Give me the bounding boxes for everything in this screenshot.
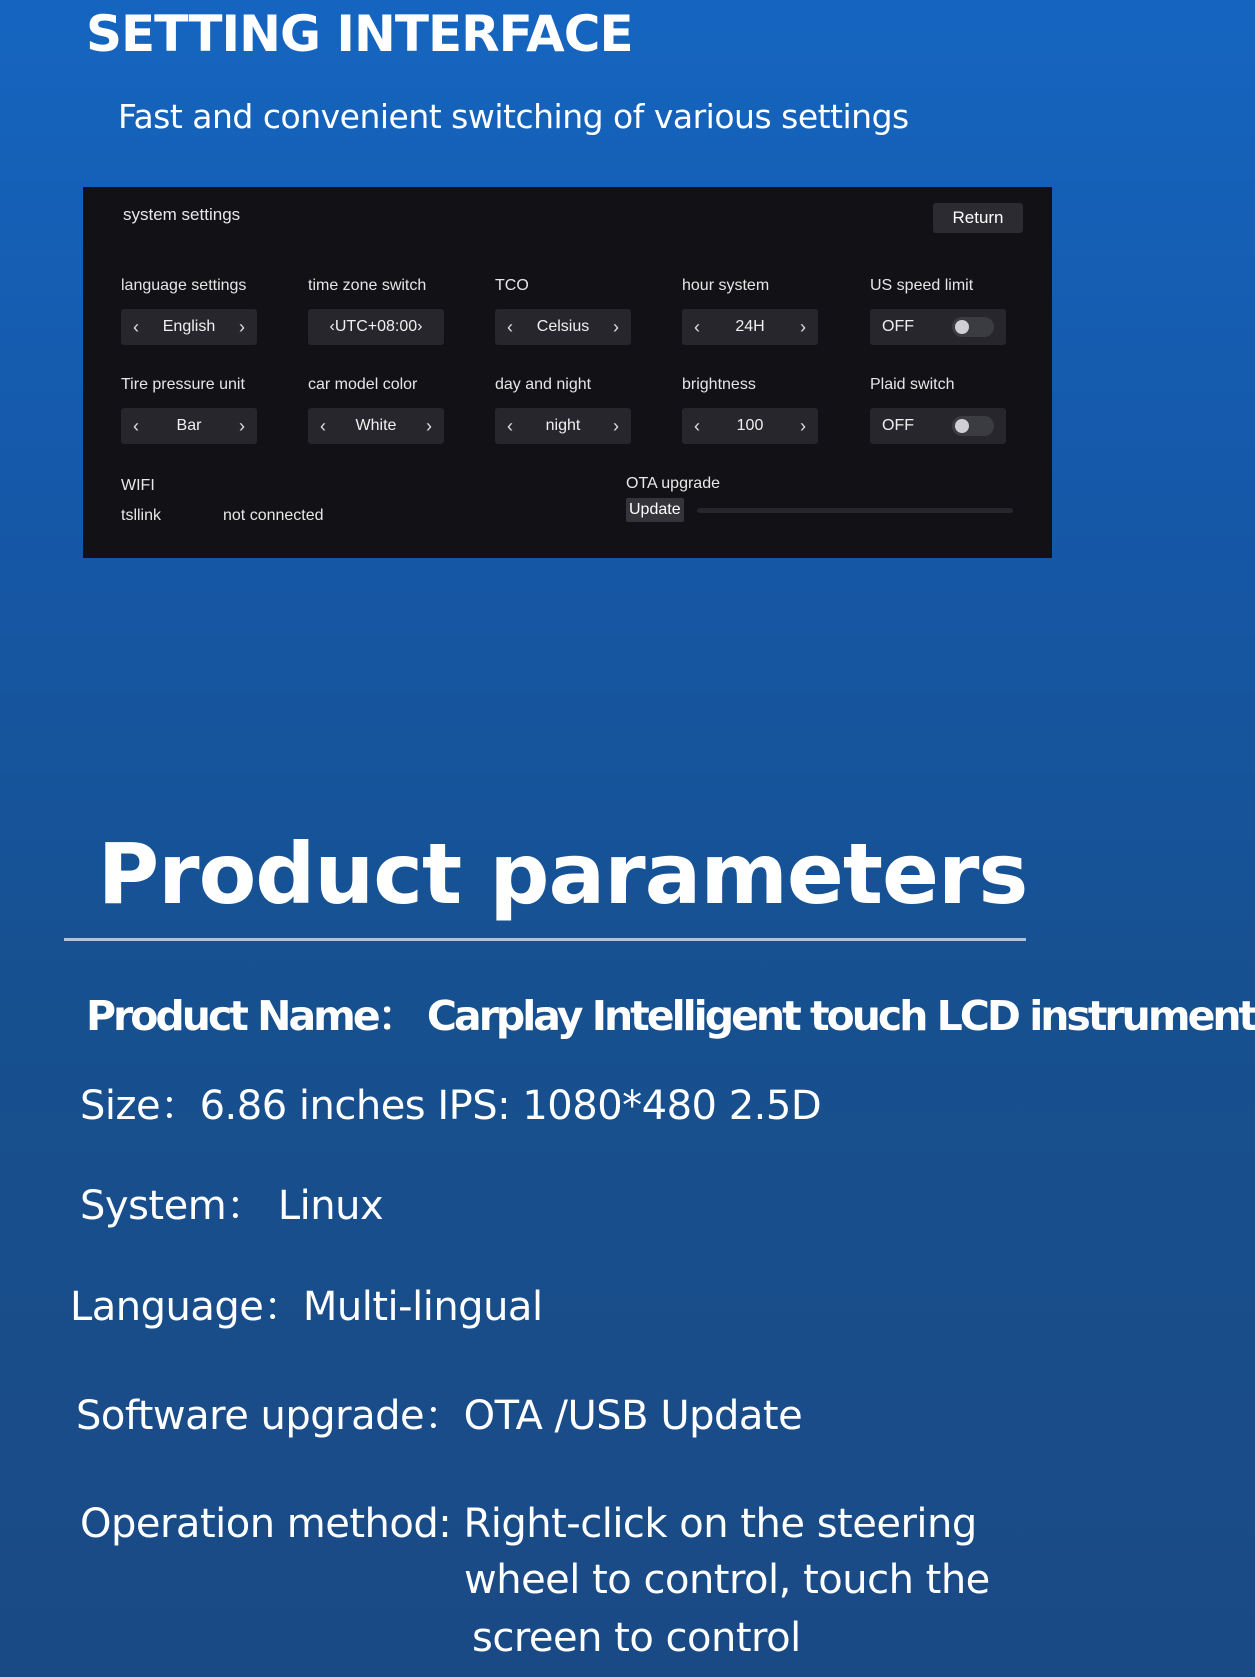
chevron-left-icon[interactable]: ‹: [507, 316, 513, 337]
setting-label: day and night: [495, 376, 592, 393]
tco-setting: [495, 277, 631, 345]
car-color-setting: [308, 376, 444, 444]
section-subtitle: Fast and convenient switching of various settings: [118, 97, 909, 136]
param-operation-cont: wheel to control, touch the: [464, 1557, 990, 1603]
settings-screen: [83, 187, 1052, 558]
param-size: Size：6.86 inches IPS: 1080*480 2.5D: [80, 1083, 822, 1129]
chevron-right-icon[interactable]: ›: [239, 415, 245, 436]
tire-pressure-setting: [121, 376, 257, 444]
tco-selector[interactable]: [495, 309, 631, 345]
chevron-left-icon[interactable]: ‹: [694, 415, 700, 436]
selector-value: night: [545, 417, 581, 434]
plaid-toggle[interactable]: [870, 408, 1006, 444]
chevron-left-icon[interactable]: ‹: [694, 316, 700, 337]
screen-title: system settings: [123, 205, 241, 224]
params-title: Product parameters: [97, 825, 1028, 923]
param-operation-cont: screen to control: [472, 1615, 801, 1661]
toggle-knob: [955, 419, 969, 433]
hour-system-selector[interactable]: [682, 309, 818, 345]
param-operation-method: Operation method: Right-click on the steering: [80, 1501, 977, 1547]
setting-label: language settings: [121, 277, 247, 294]
setting-label: car model color: [308, 376, 418, 393]
chevron-left-icon[interactable]: ‹: [133, 415, 139, 436]
selector-value: Celsius: [536, 318, 590, 335]
return-button[interactable]: Return: [933, 203, 1023, 233]
plaid-switch-setting: [870, 376, 1006, 444]
chevron-right-icon[interactable]: ›: [799, 415, 806, 436]
tire-pressure-selector[interactable]: [121, 408, 257, 444]
chevron-left-icon[interactable]: ‹: [320, 415, 326, 436]
divider: [64, 938, 1026, 941]
ota-label: OTA upgrade: [626, 475, 720, 492]
chevron-right-icon[interactable]: ›: [799, 316, 806, 337]
time-zone-setting: [308, 277, 444, 345]
setting-label: Tire pressure unit: [121, 376, 245, 393]
section-title: SETTING INTERFACE: [86, 5, 633, 63]
language-setting: [121, 277, 257, 345]
wifi-status: not connected: [223, 507, 324, 524]
day-night-selector[interactable]: [495, 408, 631, 444]
chevron-right-icon[interactable]: ›: [613, 316, 619, 337]
wifi-network-name[interactable]: tsllink: [121, 507, 162, 524]
chevron-right-icon[interactable]: ›: [238, 316, 245, 337]
update-button[interactable]: Update: [626, 498, 684, 522]
param-software-upgrade: Software upgrade：OTA /USB Update: [76, 1393, 803, 1439]
setting-label: time zone switch: [308, 277, 427, 294]
car-color-selector[interactable]: [308, 408, 444, 444]
toggle-state: OFF: [882, 318, 914, 335]
selector-value: 100: [736, 417, 764, 434]
toggle-knob: [955, 320, 969, 334]
toggle-switch[interactable]: [952, 416, 994, 436]
toggle-state: OFF: [882, 417, 914, 434]
chevron-left-icon[interactable]: ‹: [507, 415, 513, 436]
selector-value: ‹UTC+08:00›: [329, 318, 423, 335]
ota-progress-bar: [697, 508, 1013, 513]
param-product-name: Product Name： Carplay Intelligent touch LCD instrument: [86, 992, 1255, 1040]
hour-system-setting: [682, 277, 818, 345]
day-night-setting: [495, 376, 631, 444]
time-zone-selector[interactable]: [308, 309, 444, 345]
us-speed-limit-setting: [870, 277, 1006, 345]
setting-label: US speed limit: [870, 277, 974, 294]
chevron-right-icon[interactable]: ›: [612, 415, 619, 436]
param-system: System： Linux: [80, 1183, 384, 1229]
selector-value: White: [355, 417, 397, 434]
wifi-label: WIFI: [121, 477, 155, 494]
us-speed-limit-toggle[interactable]: [870, 309, 1006, 345]
language-selector[interactable]: [121, 309, 257, 345]
chevron-right-icon[interactable]: ›: [426, 415, 432, 436]
selector-value: Bar: [176, 417, 202, 434]
selector-value: English: [162, 318, 216, 335]
selector-value: 24H: [735, 318, 765, 335]
setting-label: brightness: [682, 376, 756, 393]
brightness-selector[interactable]: [682, 408, 818, 444]
brightness-setting: [682, 376, 818, 444]
toggle-switch[interactable]: [952, 317, 994, 337]
chevron-left-icon[interactable]: ‹: [133, 316, 139, 337]
param-language: Language：Multi-lingual: [70, 1284, 543, 1330]
setting-label: Plaid switch: [870, 376, 955, 393]
setting-label: TCO: [495, 277, 529, 294]
setting-label: hour system: [682, 277, 770, 294]
